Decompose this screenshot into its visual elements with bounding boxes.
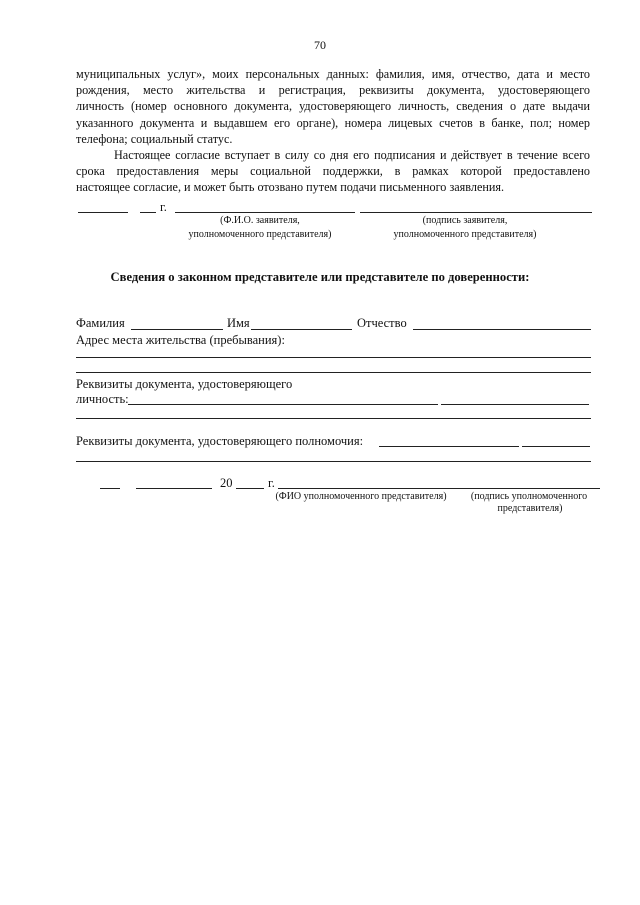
fio-caption: (Ф.И.О. заявителя,	[220, 215, 300, 226]
text-line: рождения, место жительства и регистрация, реквизиты документа, удостоверяющего	[76, 83, 590, 98]
year-mark: г.	[160, 200, 167, 214]
id-document-label: Реквизиты документа, удостоверяющего	[76, 377, 293, 391]
patronymic-label: Отчество	[357, 316, 407, 330]
fio-caption: (ФИО уполномоченного представителя)	[275, 491, 447, 502]
day-blank[interactable]	[78, 212, 128, 213]
surname-field[interactable]	[131, 329, 223, 330]
text-line: настоящее согласие, и может быть отозвано путем подачи письменного заявления.	[76, 180, 505, 195]
year-mark: г.	[268, 476, 275, 490]
signature-caption: (подпись заявителя,	[422, 215, 508, 226]
authority-document-label: Реквизиты документа, удостоверяющего полномочия:	[76, 434, 364, 448]
consent-validity-paragraph	[76, 147, 590, 196]
address-field[interactable]	[76, 357, 591, 358]
signature-caption: (подпись уполномоченного	[470, 491, 588, 502]
consent-intro-paragraph	[76, 66, 590, 147]
text-line: муниципальных услуг», моих персональных данных: фамилия, имя, отчество, дата и место	[76, 67, 590, 81]
month-blank[interactable]	[140, 212, 156, 213]
authority-document-field[interactable]	[379, 446, 519, 447]
month-blank[interactable]	[136, 488, 212, 489]
name-field[interactable]	[251, 329, 352, 330]
address-field[interactable]	[76, 372, 591, 373]
text-line: срока предоставления меры социальной поддержки, в рамках которой предоставлено	[76, 164, 590, 179]
text-line: личность (номер основного документа, удостоверяющего личность, сведения о дате выдачи	[76, 99, 590, 114]
id-document-field[interactable]	[441, 404, 589, 405]
patronymic-field[interactable]	[413, 329, 591, 330]
id-document-label: личность:	[76, 392, 129, 406]
page-number: 70	[314, 38, 326, 52]
text-line: Настоящее согласие вступает в силу со дня его подписания и действует в течение всего	[114, 148, 590, 162]
representative-heading: Сведения о законном представителе или представителе по доверенности:	[110, 270, 530, 284]
id-document-field[interactable]	[128, 404, 438, 405]
representative-signature-line[interactable]	[278, 488, 600, 489]
id-document-field[interactable]	[76, 418, 591, 419]
name-label: Имя	[227, 316, 250, 330]
text-line: указанного документа и выдавшем его органе), номера лицевых счетов в банке, пол; номер	[76, 115, 590, 130]
fio-caption: уполномоченного представителя)	[188, 229, 332, 240]
applicant-fio-line[interactable]	[175, 212, 355, 213]
authority-document-field[interactable]	[76, 461, 591, 462]
year-prefix: 20	[220, 476, 233, 490]
signature-caption: представителя)	[497, 503, 563, 514]
address-label: Адрес места жительства (пребывания):	[76, 333, 285, 347]
surname-label: Фамилия	[76, 316, 125, 330]
applicant-signature-line[interactable]	[360, 212, 592, 213]
day-blank[interactable]	[100, 488, 120, 489]
year-blank[interactable]	[236, 488, 264, 489]
signature-caption: уполномоченного представителя)	[393, 229, 537, 240]
text-line: телефона; социальный статус.	[76, 131, 233, 146]
authority-document-field[interactable]	[522, 446, 590, 447]
